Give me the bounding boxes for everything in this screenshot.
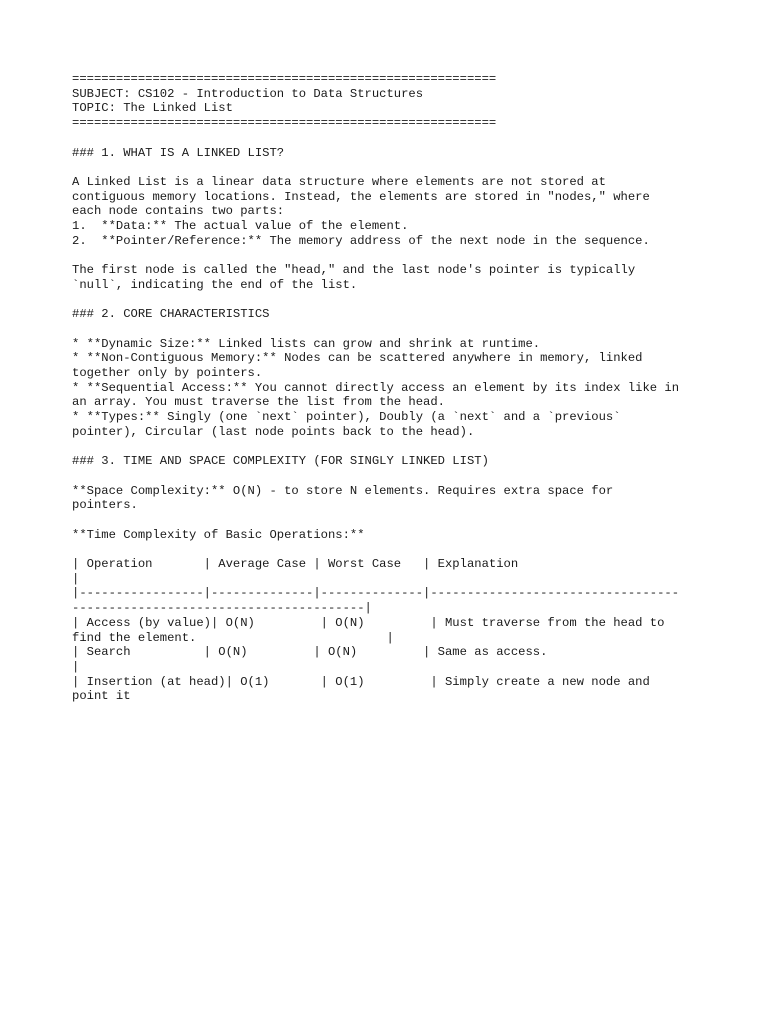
document-line: ========================================================== [72,72,497,86]
document-line [72,293,712,308]
document-line: ### 1. WHAT IS A LINKED LIST? [72,145,285,160]
document-line [72,248,712,263]
document-line [72,542,712,557]
document-line: SUBJECT: CS102 - Introduction to Data Structures [72,86,424,101]
document-line: * **Sequential Access:** You cannot directly access an element by its index like in [72,380,680,395]
document-line: |-----------------|--------------|--------------|---------------------------------- [72,586,680,601]
document-line: The first node is called the "head," and the last node's pointer is typically [72,263,636,278]
document-line: pointers. [72,498,138,513]
document-line: **Time Complexity of Basic Operations:** [72,527,365,542]
document-line [72,440,712,455]
document-line [72,160,712,175]
document-line: ----------------------------------------| [72,601,372,616]
document-body [72,72,712,704]
document-line: 1. **Data:** The actual value of the element. [72,219,409,233]
document-line: TOPIC: The Linked List [72,101,233,116]
document-line: * **Dynamic Size:** Linked lists can grow and shrink at runtime. [72,336,541,351]
document-line: point it [72,689,131,704]
document-line: | [72,571,80,586]
document-line: | Operation | Average Case | Worst Case | Explanation [72,557,519,572]
document-line: an array. You must traverse the list from the head. [72,395,445,410]
document-line: ### 3. TIME AND SPACE COMPLEXITY (FOR SINGLY LINKED LIST) [72,454,489,469]
document-line: | [72,659,80,674]
document-line: ### 2. CORE CHARACTERISTICS [72,307,270,322]
document-line: * **Non-Contiguous Memory:** Nodes can be scattered anywhere in memory, linked [72,351,643,366]
document-line: together only by pointers. [72,365,263,380]
document-line: | Access (by value)| O(N) | O(N) | Must traverse from the head to [72,615,665,630]
document-line [72,131,712,146]
document-line: * **Types:** Singly (one `next` pointer), Doubly (a `next` and a `previous` [72,410,621,425]
document-line: contiguous memory locations. Instead, the elements are stored in "nodes," where [72,189,650,204]
document-line [72,469,712,484]
document-line: | Insertion (at head)| O(1) | O(1) | Simply create a new node and [72,674,650,689]
document-line: `null`, indicating the end of the list. [72,277,358,292]
document-line: 2. **Pointer/Reference:** The memory address of the next node in the sequence. [72,233,650,248]
document-line: ========================================================== [72,116,497,131]
document-line: **Space Complexity:** O(N) - to store N elements. Requires extra space for [72,483,614,498]
document-line [72,322,712,337]
document-line: pointer), Circular (last node points back to the head). [72,424,475,439]
document-line: | Search | O(N) | O(N) | Same as access. [72,645,548,660]
document-line: find the element. | [72,630,394,645]
document-line: each node contains two parts: [72,204,285,219]
document-line: A Linked List is a linear data structure where elements are not stored at [72,174,606,189]
document-line [72,513,712,528]
